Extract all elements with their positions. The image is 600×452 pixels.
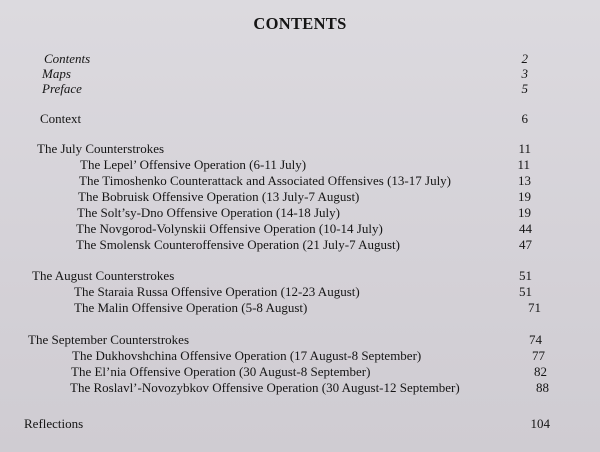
toc-entry-page: 44 <box>519 221 532 236</box>
toc-entry-label: The September Counterstrokes <box>28 332 190 347</box>
toc-entry-label: The Roslavl’-Novozybkov Offensive Operation (30 August-12 September) <box>70 380 460 395</box>
toc-entry-label: The Dukhovshchina Offensive Operation (17 August-8 September) <box>72 348 422 363</box>
page-title: CONTENTS <box>253 14 347 33</box>
toc-entry-page: 47 <box>519 237 532 252</box>
toc-entry-page: 11 <box>518 141 531 156</box>
toc-entry-label: The Staraia Russa Offensive Operation (12-23 August) <box>74 284 360 299</box>
toc-entry-label: The Malin Offensive Operation (5-8 August) <box>74 300 308 315</box>
toc-entry-label: The July Counterstrokes <box>37 141 165 156</box>
toc-entry-page: 19 <box>518 205 531 220</box>
toc-entry-page: 51 <box>519 268 532 283</box>
toc-entry-label: The Lepel’ Offensive Operation (6-11 July) <box>80 157 307 172</box>
toc-entry-page: 19 <box>518 189 531 204</box>
toc-entry-page: 13 <box>518 173 531 188</box>
toc-entry-page: 5 <box>521 81 528 96</box>
toc-entry-page: 104 <box>530 416 550 431</box>
toc-entry-page: 88 <box>536 380 549 395</box>
toc-entry-page: 2 <box>521 51 528 66</box>
toc-entry-label: Context <box>40 111 82 126</box>
toc-entry-label: The Smolensk Counteroffensive Operation (21 July-7 August) <box>76 237 400 252</box>
toc-entry-label: The Novgorod-Volynskii Offensive Operation (10-14 July) <box>76 221 383 236</box>
toc-entry-label: Maps <box>42 66 71 81</box>
toc-entry-label: The August Counterstrokes <box>32 268 175 283</box>
toc-entry-page: 3 <box>521 66 528 81</box>
toc-entry-label: Preface <box>42 81 82 96</box>
toc-entry-label: The Timoshenko Counterattack and Associated Offensives (13-17 July) <box>79 173 452 188</box>
toc-entry-label: The Solt’sy-Dno Offensive Operation (14-18 July) <box>77 205 340 220</box>
toc-entry-page: 51 <box>519 284 532 299</box>
toc-entry-page: 71 <box>528 300 541 315</box>
toc-entry-label: Reflections <box>24 416 84 431</box>
toc-entry-label: Contents <box>44 51 91 66</box>
toc-entry-page: 6 <box>521 111 528 126</box>
toc-entry-label: The El’nia Offensive Operation (30 August-8 September) <box>71 364 371 379</box>
toc-entry-page: 11 <box>517 157 530 172</box>
toc-entry-page: 74 <box>529 332 542 347</box>
toc-entry-page: 82 <box>534 364 547 379</box>
toc-entry-label: The Bobruisk Offensive Operation (13 July-7 August) <box>78 189 360 204</box>
toc-entry-page: 77 <box>532 348 545 363</box>
